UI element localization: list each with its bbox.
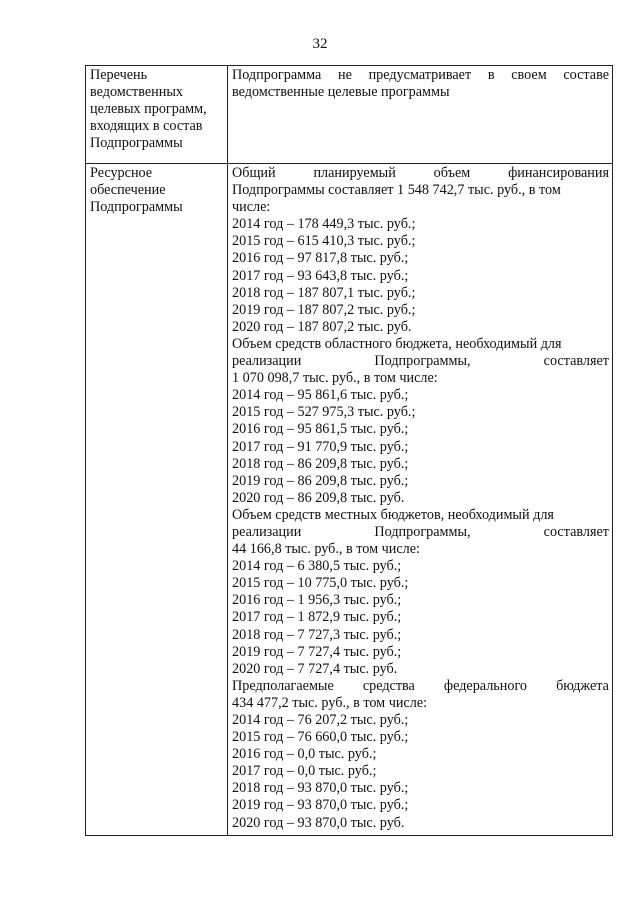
- year-line: 2014 год – 76 207,2 тыс. руб.;: [232, 712, 409, 728]
- year-line: 2015 год – 615 410,3 тыс. руб.;: [232, 233, 416, 250]
- total-intro-line: [232, 165, 609, 182]
- regional-amount-line: 1 070 098,7 тыс. руб., в том числе:: [232, 370, 438, 387]
- local-realization-line: [232, 524, 609, 541]
- total-amount-line: Подпрограммы составляет 1 548 742,7 тыс. руб., в том: [232, 182, 561, 199]
- year-line: 2017 год – 91 770,9 тыс. руб.;: [232, 438, 409, 455]
- regional-intro-line: Объем средств областного бюджета, необходимый для: [232, 335, 562, 352]
- federal-intro-line: [232, 678, 609, 695]
- year-line: 2019 год – 7 727,4 тыс. руб.;: [232, 643, 402, 660]
- federal-amount-line: 434 477,2 тыс. руб., в том числе:: [232, 694, 428, 711]
- year-line: 2016 год – 1 956,3 тыс. руб.;: [232, 592, 402, 609]
- word: составляет: [543, 523, 609, 540]
- row-label-cell: [86, 66, 228, 164]
- local-intro-line: Объем средств местных бюджетов, необходимый для: [232, 506, 554, 523]
- year-line: 2016 год – 0,0 тыс. руб.;: [232, 746, 377, 763]
- year-line: 2014 год – 178 449,3 тыс. руб.;: [232, 216, 416, 233]
- funding-cell: [228, 164, 613, 836]
- word: реализации: [232, 523, 302, 540]
- local-amount-line: 44 166,8 тыс. руб., в том числе:: [232, 541, 420, 558]
- word: составляет: [543, 353, 609, 370]
- year-line: 2020 год – 187 807,2 тыс. руб.: [232, 318, 412, 335]
- year-line: 2017 год – 93 643,8 тыс. руб.;: [232, 267, 409, 284]
- year-line: 2016 год – 97 817,8 тыс. руб.;: [232, 250, 409, 267]
- year-line: 2019 год – 187 807,2 тыс. руб.;: [232, 301, 416, 318]
- total-including-line: числе:: [232, 199, 271, 216]
- word: Подпрограммы,: [374, 523, 471, 540]
- year-line: 2020 год – 86 209,8 тыс. руб.: [232, 489, 405, 506]
- year-line: 2020 год – 93 870,0 тыс. руб.: [232, 814, 405, 831]
- word: средства: [362, 677, 415, 694]
- word: объем: [433, 165, 471, 181]
- year-line: 2015 год – 76 660,0 тыс. руб.;: [232, 729, 409, 746]
- year-line: 2016 год – 95 861,5 тыс. руб.;: [232, 421, 409, 438]
- year-line: 2018 год – 187 807,1 тыс. руб.;: [232, 284, 416, 301]
- passport-table: [85, 65, 613, 836]
- word: финансирования: [508, 165, 609, 181]
- word: Подпрограммы,: [374, 353, 471, 370]
- label-line: целевых программ,: [90, 101, 207, 118]
- word: Предполагаемые: [232, 677, 334, 694]
- year-line: 2014 год – 6 380,5 тыс. руб.;: [232, 558, 402, 575]
- programs-text: Подпрограмма не предусматривает в своем составе ведомственные целевые программы: [232, 67, 609, 101]
- year-line: 2017 год – 0,0 тыс. руб.;: [232, 763, 377, 780]
- year-line: 2017 год – 1 872,9 тыс. руб.;: [232, 609, 402, 626]
- label-line: обеспечение: [90, 182, 166, 199]
- label-line: Подпрограммы: [90, 135, 183, 152]
- row-content-cell: [228, 66, 613, 164]
- year-line: 2015 год – 10 775,0 тыс. руб.;: [232, 575, 409, 592]
- year-line: 2014 год – 95 861,6 тыс. руб.;: [232, 387, 409, 404]
- label-line: Подпрограммы: [90, 199, 183, 216]
- year-line: 2020 год – 7 727,4 тыс. руб.: [232, 660, 398, 677]
- label-line: ведомственных: [90, 84, 183, 101]
- label-line: входящих в состав: [90, 118, 203, 135]
- regional-realization-line: [232, 353, 609, 370]
- word: планируемый: [313, 165, 396, 181]
- word: реализации: [232, 353, 302, 370]
- year-line: 2018 год – 7 727,3 тыс. руб.;: [232, 626, 402, 643]
- table-row: [86, 164, 613, 836]
- row-label-cell: [86, 164, 228, 836]
- year-line: 2018 год – 93 870,0 тыс. руб.;: [232, 780, 409, 797]
- label-line: Ресурсное: [90, 165, 153, 181]
- word: Общий: [232, 165, 276, 181]
- year-line: 2019 год – 86 209,8 тыс. руб.;: [232, 472, 409, 489]
- label-line: Перечень: [90, 67, 148, 83]
- year-line: 2019 год – 93 870,0 тыс. руб.;: [232, 797, 409, 814]
- table-row: [86, 66, 613, 164]
- year-line: 2018 год – 86 209,8 тыс. руб.;: [232, 455, 409, 472]
- page-number: 32: [312, 36, 328, 52]
- word: федерального: [443, 677, 528, 694]
- year-line: 2015 год – 527 975,3 тыс. руб.;: [232, 404, 416, 421]
- word: бюджета: [556, 677, 609, 694]
